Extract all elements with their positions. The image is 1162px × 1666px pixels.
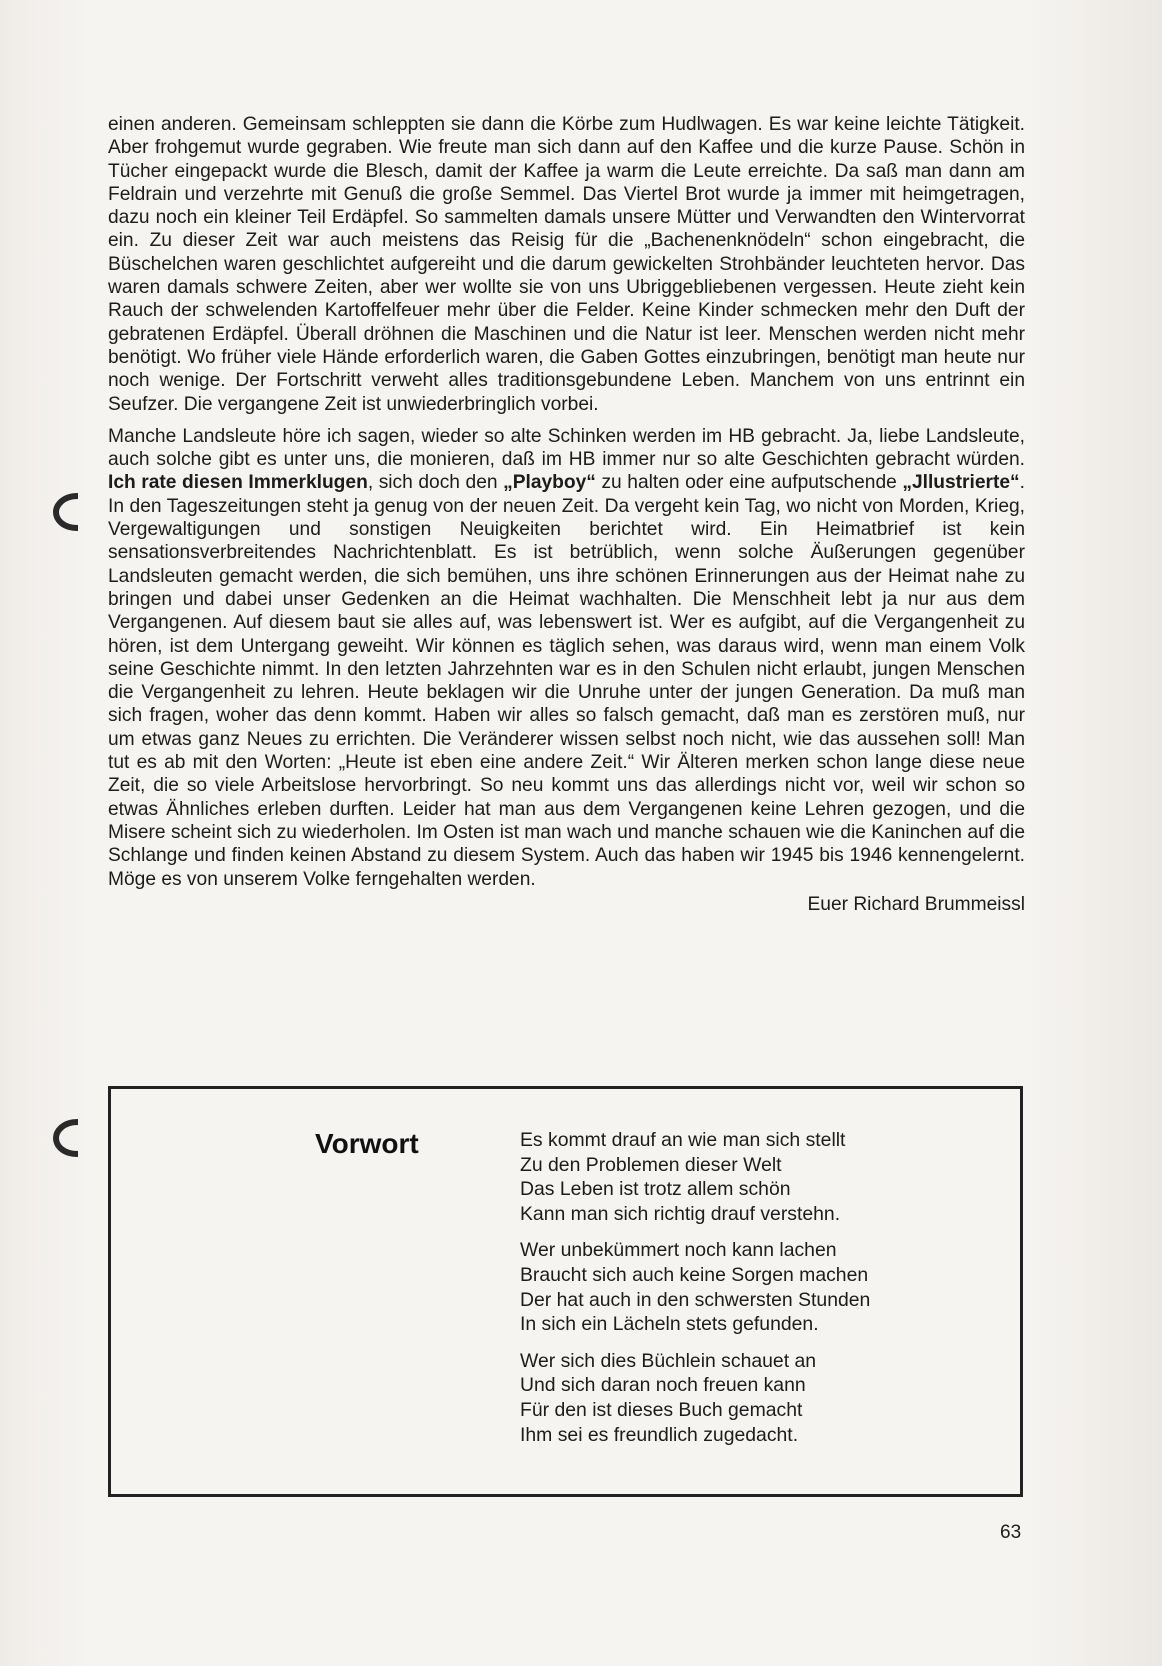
text-run: . In den Tageszeitungen steht ja genug von der neuen Zeit. Da vergeht kein Tag, wo nicht von Morden, Krieg, Vergewaltigungen und sonstigen Neuigkeiten berichtet wird. Ein Heimatbrief ist kein sensationsverbreitendes Nachrichtenblatt. Es ist betrüblich, wenn solche Äußerungen gegenüber Landsleuten gemacht werden, die sich bemühen, uns ihre schönen Erinnerungen aus der Heimat nahe zu bringen und dabei unser Gedenken an die Heimat wachhalten. Die Menschheit lebt ja nur aus dem Vergangenen. Auf diesem baut sie alles auf, was lebenswert ist. Wer es aufgibt, auf die Vergangenheit zu hören, ist dem Untergang geweiht. Wir können es täglich sehen, was daraus wird, wenn man einem Volk seine Geschichte nimmt. In den letzten Jahrzehnten war es in den Schulen nicht erlaubt, jungen Menschen die Vergangenheit zu lehren. Heute beklagen wir die Unruhe unter der jungen Generation. Da muß man sich fragen, woher das denn kommt. Haben wir alles so falsch gemacht, daß man es zerstören muß, nur um etwas ganz Neues zu errichten. Die Veränderer wissen selbst noch nicht, wie das aussehen soll! Man tut es ab mit den Worten: „Heute ist eben eine andere Zeit.“ Wir Älteren merken schon lange diese neue Zeit, die so viele Arbeitslose hervorbringt. So neu kommt uns das allerdings nicht vor, weil wir schon so etwas Ähnliches erleben durften. Leider hat man aus dem Vergangenen keine Lehren gezogen, und die Misere scheint sich zu wiederholen. Im Osten ist man wach und manche schauen wie die Kaninchen auf die Schlange und finden keinen Abstand zu diesem System. Auch das haben wir 1945 bis 1946 kennengelernt. Möge es von unserem Volke ferngehalten werden. (108, 472, 1025, 890)
stanza (520, 1128, 1000, 1226)
poem-line: Wer unbekümmert noch kann lachen (520, 1239, 837, 1262)
poem-line: Ihm sei es freundlich zugedacht. (520, 1423, 799, 1446)
binder-hole-mark (52, 492, 86, 532)
poem-line: Es kommt drauf an wie man sich stellt (520, 1129, 846, 1151)
bold-text: „Jllustrierte“ (902, 472, 1020, 494)
poem-line: Wer sich dies Büchlein schauet an (520, 1349, 817, 1372)
text-run: , sich doch den (367, 472, 504, 494)
signature: Euer Richard Brummeissl (807, 893, 1025, 915)
poem-line: Für den ist dieses Buch gemacht (520, 1398, 803, 1421)
binder-hole-mark (52, 1118, 86, 1158)
poem-line: Und sich daran noch freuen kann (520, 1374, 806, 1397)
stanza (520, 1238, 1000, 1336)
poem-line: Der hat auch in den schwersten Stunden (520, 1288, 871, 1311)
bold-text: Ich rate diesen Immerklugen (108, 472, 368, 494)
text-run: Manche Landsleute höre ich sagen, wieder so alte Schinken werden im HB gebracht. Ja, liebe Landsleute, auch solche gibt es unter uns, die monieren, daß im HB immer nur so alte Geschichten gebracht würden. (108, 425, 1025, 471)
poem-line: Zu den Problemen dieser Welt (520, 1153, 782, 1176)
stanza (520, 1349, 1000, 1447)
poem-line: Kann man sich richtig drauf verstehn. (520, 1202, 841, 1225)
box-title: Vorwort (315, 1128, 419, 1159)
vorwort-box (108, 1086, 1023, 1497)
poem (520, 1128, 1000, 1459)
paragraph (108, 425, 1025, 891)
page-number: 63 (1000, 1522, 1022, 1543)
article-body (108, 113, 1025, 916)
text-run: zu halten oder eine aufputschende (595, 472, 903, 494)
paragraph: einen anderen. Gemeinsam schleppten sie dann die Körbe zum Hudlwagen. Es war keine leichte Tätigkeit. Aber frohgemut wurde gegraben. Wie freute man sich dann auf den Kaffee und die kurze Pause. Schön in Tücher eingepackt wurde die Blesch, damit der Kaffee ja warm die Leute erreichte. Da saß man dann am Feldrain und verzehrte mit Genuß die große Semmel. Das Viertel Brot wurde ja immer mit heimgetragen, dazu noch ein kleiner Teil Erdäpfel. So sammelten damals unsere Mütter und Verwandten den Wintervorrat ein. Zu dieser Zeit war auch meistens das Reisig für die „Bachenenknödeln“ schon eingebracht, die Büschelchen waren geschlichtet aufgereiht und die darum gewickelten Strohbänder leuchteten hervor. Das waren damals schwere Zeiten, aber wer wollte sie von uns Ubriggebliebenen vergessen. Heute zieht kein Rauch der schwelenden Kartoffelfeuer mehr über die Felder. Keine Kinder schmecken mehr den Duft der gebratenen Erdäpfel. Überall dröhnen die Maschinen und die Natur ist leer. Menschen werden nicht mehr benötigt. Wo früher viele Hände erforderlich waren, die Gaben Gottes einzubringen, benötigt man heute nur noch wenige. Der Fortschritt verweht alles traditionsgebundene Leben. Manchem von uns entrinnt ein Seufzer. Die vergangene Zeit ist unwiederbringlich vorbei. (108, 114, 1025, 415)
poem-line: In sich ein Lächeln stets gefunden. (520, 1313, 819, 1336)
poem-line: Braucht sich auch keine Sorgen machen (520, 1263, 869, 1286)
bold-text: „Playboy“ (503, 472, 596, 494)
poem-line: Das Leben ist trotz allem schön (520, 1178, 791, 1201)
